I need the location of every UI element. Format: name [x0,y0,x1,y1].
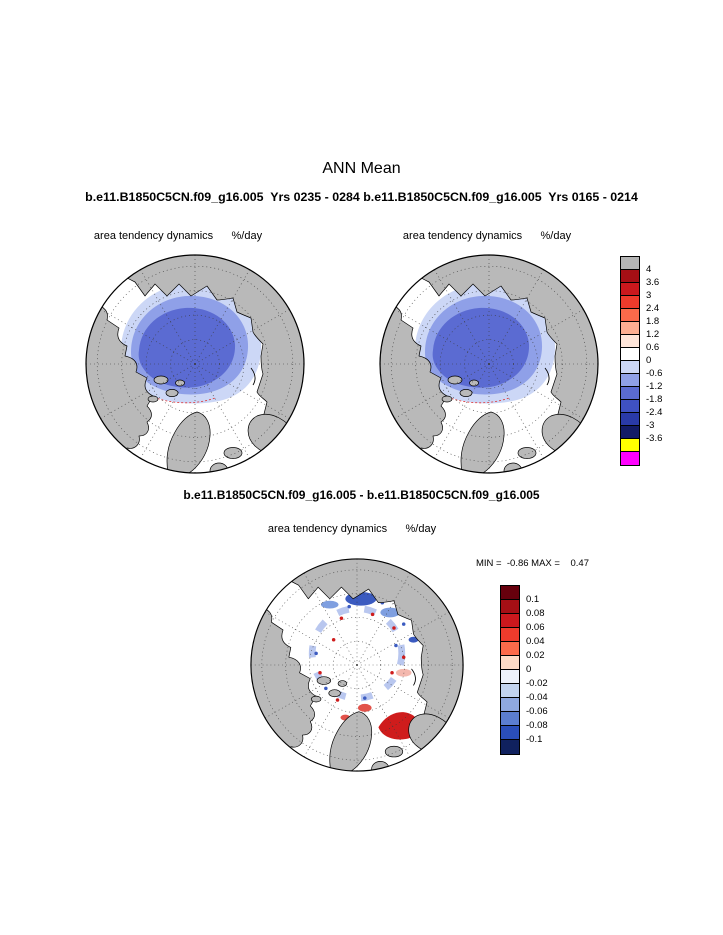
colorbar-segment [621,335,639,348]
colorbar-segment [501,698,519,712]
colorbar-segment [501,656,519,670]
colorbar-tick-label: -0.02 [526,678,548,689]
colorbar-tick-label: 3.6 [646,277,660,288]
colorbar-tick-label: 0.1 [526,594,540,605]
colorbar-tick-label: -0.6 [646,368,663,379]
colorbar-segment [621,361,639,374]
colorbar-segment [501,628,519,642]
colorbar-tick-label: 0 [526,664,532,675]
colorbar-segment [501,726,519,740]
colorbar-segment [621,413,639,426]
colorbar-tick-label: -0.1 [526,734,543,745]
diff-title: b.e11.B1850C5CN.f09_g16.005 - b.e11.B1850C5CN.f09_g16.005 [183,488,540,502]
colorbar-segment [501,712,519,726]
colorbar-tick-label: 4 [646,264,652,275]
colorbar-tick-label: -2.4 [646,407,663,418]
colorbar-segment [501,684,519,698]
colorbar-segment [621,452,639,465]
minmax-label: MIN = -0.86 MAX = 0.47 [476,558,589,569]
colorbar [620,256,640,466]
map-panel-left [83,252,307,476]
colorbar [500,585,520,755]
colorbar-segment [621,296,639,309]
run-labels: b.e11.B1850C5CN.f09_g16.005 Yrs 0235 - 0284 b.e11.B1850C5CN.f09_g16.005 Yrs 0165 - 0214 [85,190,638,204]
colorbar-tick-label: 1.8 [646,316,660,327]
colorbar-tick-label: 3 [646,290,652,301]
colorbar-segment [501,642,519,656]
right-map-caption: area tendency dynamics %/day [402,230,572,242]
colorbar-tick-label: -3.6 [646,433,663,444]
colorbar-segment [621,374,639,387]
colorbar-segment [621,439,639,452]
page-title: ANN Mean [322,160,401,177]
colorbar-tick-label: -1.2 [646,381,663,392]
colorbar-tick-label: -0.04 [526,692,548,703]
colorbar-tick-label: -3 [646,420,655,431]
colorbar-tick-label: -1.8 [646,394,663,405]
colorbar-segment [501,670,519,684]
map-panel-diff [248,556,466,774]
colorbar-segment [621,426,639,439]
colorbar-segment [501,586,519,600]
colorbar-main [620,256,663,466]
diff-map-caption: area tendency dynamics %/day [267,523,437,535]
colorbar-segment [621,309,639,322]
colorbar-tick-label: 0 [646,355,652,366]
colorbar-segment [501,614,519,628]
colorbar-segment [621,283,639,296]
colorbar-segment [621,348,639,361]
colorbar-tick-label: 0.02 [526,650,545,661]
colorbar-segment [621,270,639,283]
colorbar-segment [621,387,639,400]
colorbar-tick-label: -0.06 [526,706,548,717]
colorbar-segment [621,322,639,335]
colorbar-segment [501,600,519,614]
colorbar-diff [500,585,548,755]
colorbar-segment [501,740,519,754]
colorbar-tick-label: 0.06 [526,622,545,633]
colorbar-tick-label: 0.6 [646,342,660,353]
colorbar-tick-label: 0.04 [526,636,545,647]
colorbar-tick-label: -0.08 [526,720,548,731]
colorbar-tick-label: 1.2 [646,329,660,340]
colorbar-tick-label: 0.08 [526,608,545,619]
left-map-caption: area tendency dynamics %/day [93,230,263,242]
colorbar-segment [621,400,639,413]
colorbar-segment [621,257,639,270]
colorbar-tick-label: 2.4 [646,303,660,314]
map-panel-right [377,252,601,476]
